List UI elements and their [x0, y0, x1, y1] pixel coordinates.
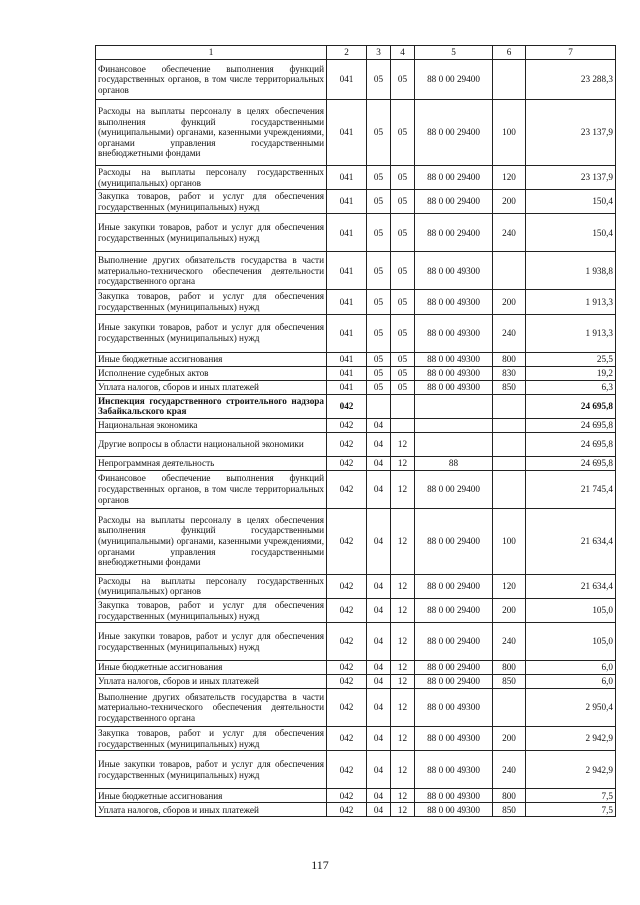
- amount: 24 695,8: [526, 456, 616, 470]
- subsection-code: 12: [391, 675, 415, 689]
- table-row: [96, 432, 616, 456]
- amount: 23 137,9: [526, 100, 616, 166]
- amount: 23 137,9: [526, 166, 616, 190]
- ministry-code: 041: [327, 314, 367, 352]
- table-row: [96, 166, 616, 190]
- table-row: [96, 352, 616, 366]
- target-article-code: 88 0 00 49300: [415, 314, 493, 352]
- expense-type-code: 100: [493, 100, 526, 166]
- expense-type-code: 200: [493, 727, 526, 751]
- amount: 7,5: [526, 789, 616, 803]
- target-article-code: [415, 394, 493, 418]
- table-row: [96, 623, 616, 661]
- expense-type-code: 240: [493, 623, 526, 661]
- amount: 21 745,4: [526, 470, 616, 508]
- subsection-code: 12: [391, 751, 415, 789]
- target-article-code: 88 0 00 29400: [415, 661, 493, 675]
- target-article-code: 88 0 00 49300: [415, 366, 493, 380]
- expense-type-code: 120: [493, 574, 526, 598]
- section-code: 04: [367, 661, 391, 675]
- amount: 24 695,8: [526, 432, 616, 456]
- ministry-code: 042: [327, 661, 367, 675]
- expense-type-code: [493, 470, 526, 508]
- item-name: Иные бюджетные ассигнования: [96, 789, 327, 803]
- subsection-code: 05: [391, 190, 415, 214]
- budget-table: [95, 45, 616, 817]
- target-article-code: 88 0 00 29400: [415, 574, 493, 598]
- section-code: 04: [367, 727, 391, 751]
- ministry-code: 041: [327, 166, 367, 190]
- ministry-code: 042: [327, 394, 367, 418]
- expense-type-code: 240: [493, 214, 526, 252]
- item-name: Закупка товаров, работ и услуг для обеспечения государственных (муниципальных) нужд: [96, 190, 327, 214]
- table-row: [96, 314, 616, 352]
- target-article-code: 88 0 00 29400: [415, 508, 493, 574]
- subsection-code: [391, 418, 415, 432]
- amount: 24 695,8: [526, 394, 616, 418]
- target-article-code: 88 0 00 29400: [415, 190, 493, 214]
- expense-type-code: [493, 432, 526, 456]
- expense-type-code: [493, 418, 526, 432]
- section-code: 05: [367, 60, 391, 100]
- expense-type-code: 240: [493, 314, 526, 352]
- item-name: Закупка товаров, работ и услуг для обеспечения государственных (муниципальных) нужд: [96, 598, 327, 622]
- ministry-code: 041: [327, 60, 367, 100]
- subsection-code: 05: [391, 366, 415, 380]
- target-article-code: 88 0 00 49300: [415, 727, 493, 751]
- ministry-code: 042: [327, 689, 367, 727]
- section-code: 05: [367, 314, 391, 352]
- ministry-code: 042: [327, 418, 367, 432]
- item-name: Расходы на выплаты персоналу государственных (муниципальных) органов: [96, 574, 327, 598]
- subsection-code: 12: [391, 598, 415, 622]
- item-name: Финансовое обеспечение выполнения функций государственных органов, в том числе территориальных органов: [96, 470, 327, 508]
- ministry-code: 042: [327, 623, 367, 661]
- item-name: Расходы на выплаты персоналу государственных (муниципальных) органов: [96, 166, 327, 190]
- ministry-code: 042: [327, 470, 367, 508]
- amount: 1 913,3: [526, 290, 616, 314]
- subsection-code: 05: [391, 166, 415, 190]
- target-article-code: 88 0 00 29400: [415, 214, 493, 252]
- amount: 6,3: [526, 380, 616, 394]
- section-code: 04: [367, 623, 391, 661]
- item-name: Уплата налогов, сборов и иных платежей: [96, 380, 327, 394]
- page-number: 117: [311, 858, 329, 872]
- amount: 2 950,4: [526, 689, 616, 727]
- amount: 6,0: [526, 675, 616, 689]
- item-name: Закупка товаров, работ и услуг для обеспечения государственных (муниципальных) нужд: [96, 727, 327, 751]
- item-name: Инспекция государственного строительного надзора Забайкальского края: [96, 394, 327, 418]
- ministry-code: 041: [327, 380, 367, 394]
- table-row: [96, 574, 616, 598]
- target-article-code: 88 0 00 49300: [415, 803, 493, 817]
- amount: 105,0: [526, 623, 616, 661]
- section-code: 04: [367, 689, 391, 727]
- section-code: 04: [367, 508, 391, 574]
- section-code: 04: [367, 456, 391, 470]
- amount: 25,5: [526, 352, 616, 366]
- item-name: Исполнение судебных актов: [96, 366, 327, 380]
- subsection-code: [391, 394, 415, 418]
- table-row: [96, 100, 616, 166]
- table-body: [96, 46, 616, 817]
- expense-type-code: 850: [493, 803, 526, 817]
- amount: 2 942,9: [526, 751, 616, 789]
- subsection-code: 05: [391, 290, 415, 314]
- item-name: Финансовое обеспечение выполнения функций государственных органов, в том числе территориальных органов: [96, 60, 327, 100]
- ministry-code: 041: [327, 214, 367, 252]
- subsection-code: 05: [391, 380, 415, 394]
- subsection-code: 05: [391, 252, 415, 290]
- ministry-code: 042: [327, 675, 367, 689]
- item-name: Уплата налогов, сборов и иных платежей: [96, 675, 327, 689]
- target-article-code: [415, 432, 493, 456]
- amount: 1 938,8: [526, 252, 616, 290]
- target-article-code: 88 0 00 49300: [415, 290, 493, 314]
- subsection-code: 05: [391, 352, 415, 366]
- amount: 150,4: [526, 214, 616, 252]
- ministry-code: 042: [327, 508, 367, 574]
- section-code: [367, 394, 391, 418]
- column-header: 7: [526, 46, 616, 60]
- target-article-code: 88 0 00 49300: [415, 789, 493, 803]
- section-code: 05: [367, 214, 391, 252]
- subsection-code: 05: [391, 100, 415, 166]
- ministry-code: 041: [327, 290, 367, 314]
- table-row: [96, 661, 616, 675]
- table-row: [96, 252, 616, 290]
- column-header: 4: [391, 46, 415, 60]
- section-code: 05: [367, 100, 391, 166]
- table-row: [96, 418, 616, 432]
- expense-type-code: 240: [493, 751, 526, 789]
- ministry-code: 042: [327, 751, 367, 789]
- expense-type-code: 200: [493, 290, 526, 314]
- section-code: 04: [367, 432, 391, 456]
- item-name: Уплата налогов, сборов и иных платежей: [96, 803, 327, 817]
- section-code: 04: [367, 418, 391, 432]
- target-article-code: 88 0 00 29400: [415, 598, 493, 622]
- table-row: [96, 727, 616, 751]
- table-row: [96, 190, 616, 214]
- subsection-code: 12: [391, 623, 415, 661]
- table-row: [96, 751, 616, 789]
- expense-type-code: [493, 456, 526, 470]
- ministry-code: 041: [327, 100, 367, 166]
- target-article-code: 88: [415, 456, 493, 470]
- target-article-code: [415, 418, 493, 432]
- item-name: Иные закупки товаров, работ и услуг для обеспечения государственных (муниципальных) нужд: [96, 214, 327, 252]
- column-header: 5: [415, 46, 493, 60]
- table-row: [96, 366, 616, 380]
- ministry-code: 041: [327, 366, 367, 380]
- target-article-code: 88 0 00 49300: [415, 689, 493, 727]
- table-row: [96, 789, 616, 803]
- subsection-code: 12: [391, 727, 415, 751]
- ministry-code: 042: [327, 574, 367, 598]
- subsection-code: 12: [391, 508, 415, 574]
- amount: 23 288,3: [526, 60, 616, 100]
- expense-type-code: [493, 394, 526, 418]
- target-article-code: 88 0 00 29400: [415, 166, 493, 190]
- section-code: 05: [367, 366, 391, 380]
- item-name: Национальная экономика: [96, 418, 327, 432]
- amount: 105,0: [526, 598, 616, 622]
- expense-type-code: 120: [493, 166, 526, 190]
- item-name: Расходы на выплаты персоналу в целях обеспечения выполнения функций государственными (муниципальными) органами, казенными учреждениями, органами управления государственными внебюджетными фондами: [96, 508, 327, 574]
- item-name: Иные бюджетные ассигнования: [96, 661, 327, 675]
- ministry-code: 041: [327, 352, 367, 366]
- table-row: [96, 689, 616, 727]
- table-row: [96, 214, 616, 252]
- column-header-row: [96, 46, 616, 60]
- amount: 6,0: [526, 661, 616, 675]
- column-header: 1: [96, 46, 327, 60]
- ministry-code: 042: [327, 598, 367, 622]
- expense-type-code: [493, 252, 526, 290]
- item-name: Выполнение других обязательств государства в части материально-технического обеспечения деятельности государственного органа: [96, 689, 327, 727]
- table-row: [96, 290, 616, 314]
- section-code: 04: [367, 789, 391, 803]
- amount: 1 913,3: [526, 314, 616, 352]
- subsection-code: 12: [391, 689, 415, 727]
- expense-type-code: 100: [493, 508, 526, 574]
- section-code: 04: [367, 803, 391, 817]
- subsection-code: 12: [391, 470, 415, 508]
- expense-type-code: 200: [493, 598, 526, 622]
- expense-type-code: 850: [493, 380, 526, 394]
- amount: 21 634,4: [526, 574, 616, 598]
- target-article-code: 88 0 00 49300: [415, 352, 493, 366]
- ministry-code: 042: [327, 456, 367, 470]
- target-article-code: 88 0 00 49300: [415, 252, 493, 290]
- ministry-code: 042: [327, 727, 367, 751]
- target-article-code: 88 0 00 29400: [415, 60, 493, 100]
- section-code: 05: [367, 190, 391, 214]
- amount: 19,2: [526, 366, 616, 380]
- table-row: [96, 675, 616, 689]
- table-row: [96, 470, 616, 508]
- amount: 2 942,9: [526, 727, 616, 751]
- amount: 21 634,4: [526, 508, 616, 574]
- table-row: [96, 394, 616, 418]
- expense-type-code: [493, 689, 526, 727]
- item-name: Непрограммная деятельность: [96, 456, 327, 470]
- target-article-code: 88 0 00 29400: [415, 623, 493, 661]
- ministry-code: 042: [327, 803, 367, 817]
- section-code: 04: [367, 751, 391, 789]
- item-name: Иные закупки товаров, работ и услуг для обеспечения государственных (муниципальных) нужд: [96, 314, 327, 352]
- item-name: Другие вопросы в области национальной экономики: [96, 432, 327, 456]
- subsection-code: 05: [391, 314, 415, 352]
- section-code: 04: [367, 598, 391, 622]
- section-code: 05: [367, 380, 391, 394]
- target-article-code: 88 0 00 29400: [415, 100, 493, 166]
- expense-type-code: 800: [493, 789, 526, 803]
- section-code: 04: [367, 470, 391, 508]
- table-row: [96, 456, 616, 470]
- target-article-code: 88 0 00 49300: [415, 380, 493, 394]
- expense-type-code: [493, 60, 526, 100]
- item-name: Иные бюджетные ассигнования: [96, 352, 327, 366]
- subsection-code: 12: [391, 456, 415, 470]
- column-header: 2: [327, 46, 367, 60]
- section-code: 05: [367, 166, 391, 190]
- expense-type-code: 830: [493, 366, 526, 380]
- amount: 24 695,8: [526, 418, 616, 432]
- subsection-code: 12: [391, 661, 415, 675]
- amount: 7,5: [526, 803, 616, 817]
- table-row: [96, 803, 616, 817]
- ministry-code: 041: [327, 252, 367, 290]
- amount: 150,4: [526, 190, 616, 214]
- subsection-code: 05: [391, 60, 415, 100]
- section-code: 05: [367, 352, 391, 366]
- table-row: [96, 598, 616, 622]
- item-name: Расходы на выплаты персоналу в целях обеспечения выполнения функций государственными (муниципальными) органами, казенными учреждениями, органами управления государственными внебюджетными фондами: [96, 100, 327, 166]
- target-article-code: 88 0 00 29400: [415, 470, 493, 508]
- column-header: 6: [493, 46, 526, 60]
- subsection-code: 12: [391, 574, 415, 598]
- table-row: [96, 508, 616, 574]
- item-name: Выполнение других обязательств государства в части материально-технического обеспечения деятельности государственного органа: [96, 252, 327, 290]
- subsection-code: 12: [391, 432, 415, 456]
- subsection-code: 12: [391, 789, 415, 803]
- section-code: 04: [367, 574, 391, 598]
- section-code: 05: [367, 252, 391, 290]
- item-name: Закупка товаров, работ и услуг для обеспечения государственных (муниципальных) нужд: [96, 290, 327, 314]
- expense-type-code: 800: [493, 661, 526, 675]
- section-code: 04: [367, 675, 391, 689]
- table-row: [96, 380, 616, 394]
- subsection-code: 05: [391, 214, 415, 252]
- expense-type-code: 200: [493, 190, 526, 214]
- section-code: 05: [367, 290, 391, 314]
- subsection-code: 12: [391, 803, 415, 817]
- column-header: 3: [367, 46, 391, 60]
- target-article-code: 88 0 00 49300: [415, 751, 493, 789]
- item-name: Иные закупки товаров, работ и услуг для обеспечения государственных (муниципальных) нужд: [96, 751, 327, 789]
- ministry-code: 041: [327, 190, 367, 214]
- expense-type-code: 850: [493, 675, 526, 689]
- table-row: [96, 60, 616, 100]
- item-name: Иные закупки товаров, работ и услуг для обеспечения государственных (муниципальных) нужд: [96, 623, 327, 661]
- expense-type-code: 800: [493, 352, 526, 366]
- target-article-code: 88 0 00 29400: [415, 675, 493, 689]
- ministry-code: 042: [327, 789, 367, 803]
- ministry-code: 042: [327, 432, 367, 456]
